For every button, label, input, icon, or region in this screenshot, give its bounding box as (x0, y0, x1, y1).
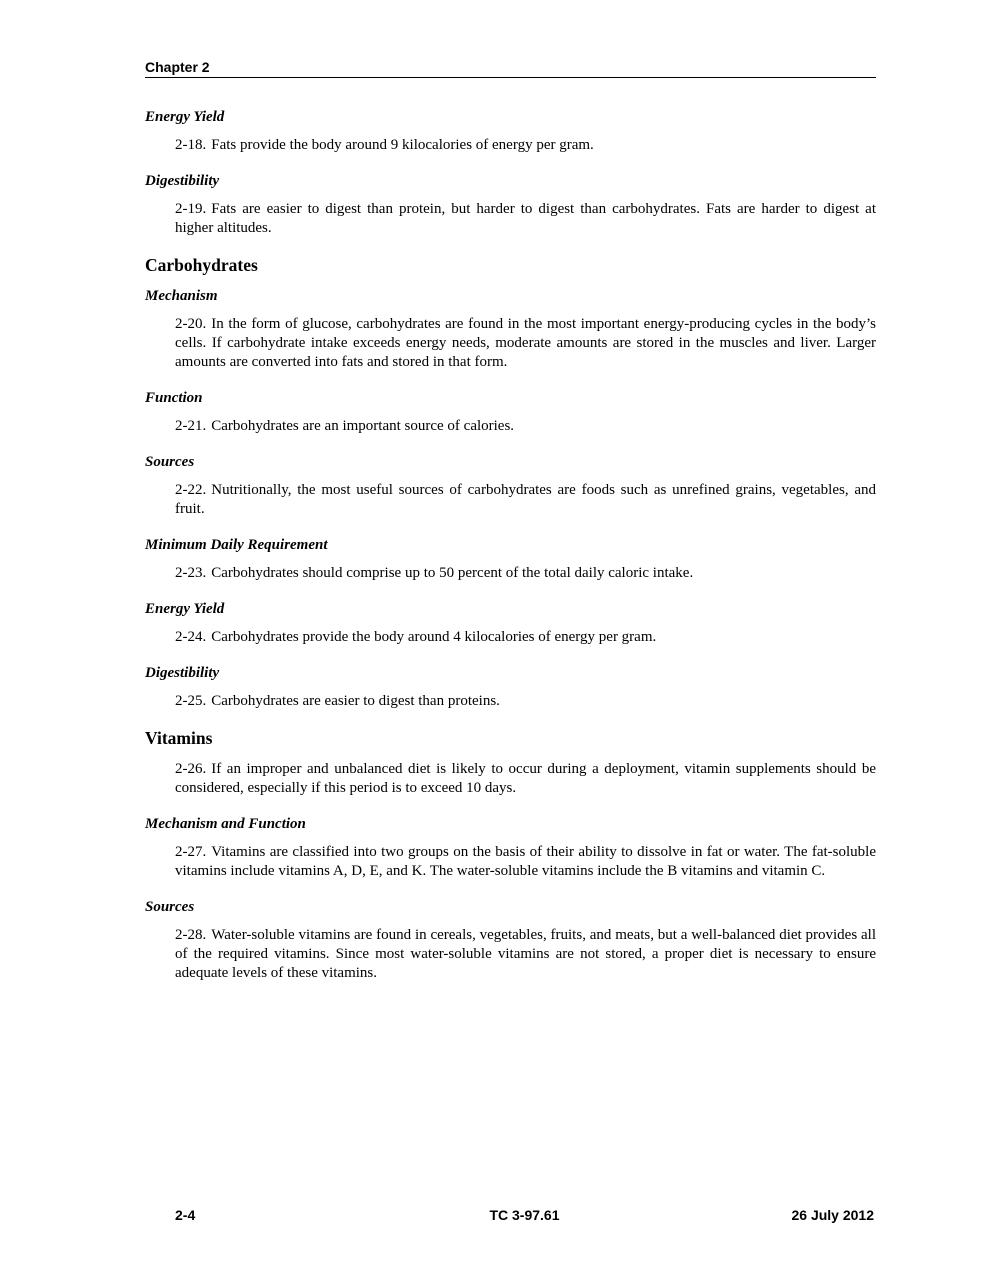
paragraph-text: Fats provide the body around 9 kilocalories of energy per gram. (211, 137, 594, 153)
paragraph-number: 2-24. (175, 629, 207, 645)
paragraph-number: 2-26. (175, 761, 207, 777)
paragraph-number: 2-19. (175, 201, 207, 217)
subheading: Mechanism (145, 288, 218, 304)
paragraph (175, 564, 876, 583)
subheading: Energy Yield (145, 109, 225, 125)
paragraph-text: Nutritionally, the most useful sources of carbohydrates are foods such as unrefined grains, vegetables, and fruit. (175, 482, 876, 517)
paragraph (175, 481, 876, 519)
paragraph (175, 926, 876, 983)
paragraph (175, 136, 876, 155)
paragraph (175, 692, 876, 711)
page-footer (175, 1206, 874, 1224)
paragraph (175, 315, 876, 372)
paragraph-number: 2-25. (175, 693, 207, 709)
subheading: Sources (145, 899, 195, 915)
page-number: 2-4 (175, 1207, 196, 1223)
subheading: Digestibility (145, 173, 220, 189)
paragraph (175, 417, 876, 436)
paragraph-text: Water-soluble vitamins are found in cereals, vegetables, fruits, and meats, but a well-balanced diet provides all of the required vitamins. Since most water-soluble vitamins are not stored, a proper diet is necessary to ensure adequate levels of these vitamins. (175, 927, 876, 981)
paragraph (175, 760, 876, 798)
paragraph (175, 843, 876, 881)
paragraph (175, 628, 876, 647)
paragraph-text: Vitamins are classified into two groups on the basis of their ability to dissolve in fat or water. The fat-soluble vitamins include vitamins A, D, E, and K. The water-soluble vitamins include the B vitamins and vitamin C. (175, 844, 876, 879)
subheading: Sources (145, 454, 195, 470)
paragraph-text: Carbohydrates are easier to digest than proteins. (211, 693, 500, 709)
subheading: Mechanism and Function (145, 816, 306, 832)
subheading: Function (145, 390, 203, 406)
paragraph-number: 2-22. (175, 482, 207, 498)
paragraph-text: In the form of glucose, carbohydrates are found in the most important energy-producing cycles in the body’s cells. If carbohydrate intake exceeds energy needs, moderate amounts are stored in the muscles and liver. Larger amounts are converted into fats and stored in that form. (175, 316, 876, 370)
paragraph-text: Carbohydrates provide the body around 4 kilocalories of energy per gram. (211, 629, 657, 645)
paragraph (175, 200, 876, 238)
subheading: Minimum Daily Requirement (145, 537, 328, 553)
paragraph-text: Carbohydrates should comprise up to 50 percent of the total daily caloric intake. (211, 565, 694, 581)
paragraph-number: 2-23. (175, 565, 207, 581)
paragraph-number: 2-27. (175, 844, 207, 860)
publication-date: 26 July 2012 (791, 1207, 874, 1223)
section-title: Carbohydrates (145, 255, 258, 275)
paragraph-number: 2-21. (175, 418, 207, 434)
paragraph-number: 2-20. (175, 316, 207, 332)
paragraph-text: Fats are easier to digest than protein, but harder to digest than carbohydrates. Fats are harder to digest at higher altitudes. (175, 201, 876, 236)
page-header (145, 59, 876, 78)
section-title: Vitamins (145, 728, 213, 748)
publication-number: TC 3-97.61 (489, 1207, 560, 1223)
subheading: Digestibility (145, 665, 220, 681)
subheading: Energy Yield (145, 601, 225, 617)
chapter-label: Chapter 2 (145, 59, 210, 75)
paragraph-number: 2-28. (175, 927, 207, 943)
document-body (145, 108, 876, 1000)
paragraph-text: Carbohydrates are an important source of calories. (211, 418, 515, 434)
paragraph-text: If an improper and unbalanced diet is likely to occur during a deployment, vitamin supplements should be considered, especially if this period is to exceed 10 days. (175, 761, 876, 796)
paragraph-number: 2-18. (175, 137, 207, 153)
